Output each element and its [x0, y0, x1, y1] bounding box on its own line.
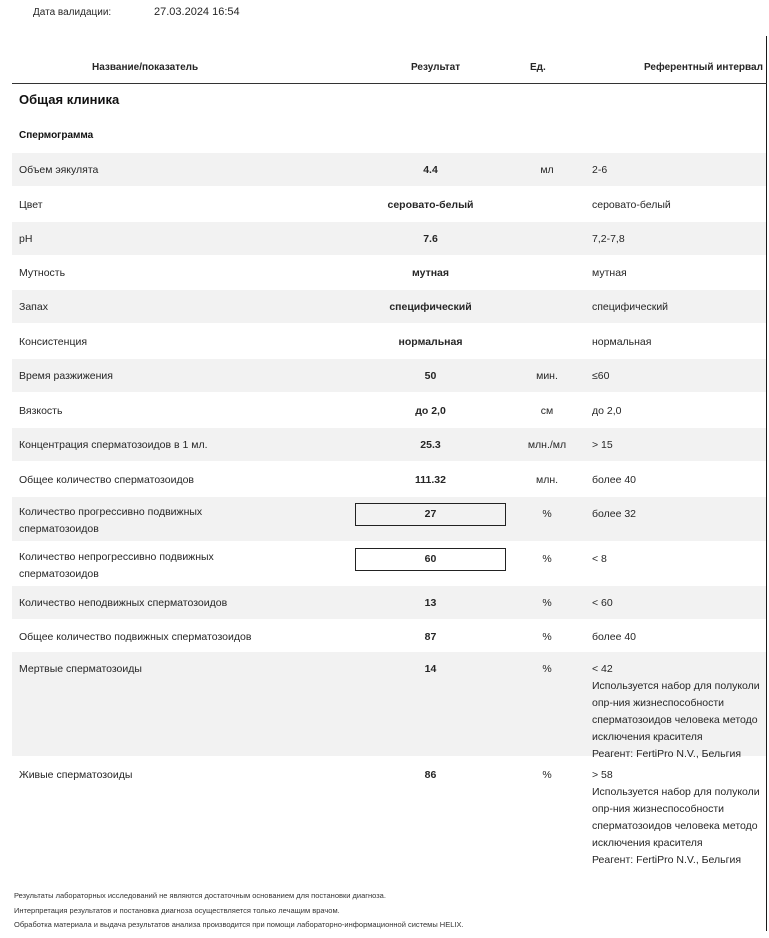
row-result: специфический [389, 301, 472, 313]
row-reference [592, 629, 766, 646]
table-row [12, 290, 766, 323]
row-result: до 2,0 [415, 405, 446, 417]
row-unit: % [542, 508, 552, 520]
row-name-line: Общее количество подвижных сперматозоидов [19, 631, 252, 643]
row-name [19, 549, 339, 583]
row-reference-line: исключения красителя [592, 837, 703, 849]
row-result: нормальная [398, 336, 463, 348]
row-name-line: Консистенция [19, 336, 88, 348]
row-name [19, 504, 339, 538]
row-unit: млн. [535, 474, 559, 486]
table-row [12, 463, 766, 496]
row-unit: % [542, 769, 552, 781]
row-reference-line: Реагент: FertiPro N.V., Бельгия [592, 748, 742, 760]
row-result: 14 [424, 663, 437, 675]
row-name-line: pH [19, 233, 33, 245]
row-unit: % [542, 631, 552, 643]
row-name-line: Цвет [19, 199, 43, 211]
validation-date: 27.03.2024 16:54 [154, 6, 240, 18]
row-result: 4.4 [423, 164, 438, 176]
row-reference-line: специфический [592, 301, 669, 313]
row-reference [592, 472, 766, 489]
row-reference-line: опр-ния жизнеспособности [592, 803, 725, 815]
row-name [19, 472, 339, 489]
table-row [12, 497, 766, 541]
row-name-line: сперматозоидов [19, 523, 99, 535]
row-name-line: Время разжижения [19, 370, 113, 382]
row-result: 111.32 [415, 474, 446, 486]
row-name-line: Количество непрогрессивно подвижных [19, 551, 214, 563]
row-reference-line: исключения красителя [592, 731, 703, 743]
row-reference [592, 368, 766, 385]
row-reference-line: Используется набор для полуколи [592, 786, 760, 798]
row-reference-line: сперматозоидов человека методо [592, 714, 758, 726]
table-row [12, 394, 766, 427]
row-reference [592, 403, 766, 420]
row-unit: % [542, 663, 552, 675]
row-reference-line: > 15 [592, 439, 613, 451]
row-name [19, 162, 339, 179]
header-unit: Ед. [530, 62, 546, 73]
row-reference [592, 231, 766, 248]
table-row [12, 188, 766, 221]
row-reference-line: мутная [592, 267, 627, 279]
row-reference [592, 299, 766, 316]
row-reference-line: более 40 [592, 631, 637, 643]
row-reference-line: < 60 [592, 597, 613, 609]
row-name [19, 197, 339, 214]
row-unit: % [542, 597, 552, 609]
table-row [12, 153, 766, 186]
table-row [12, 758, 766, 868]
row-reference-line: ≤60 [592, 370, 610, 382]
table-row [12, 652, 766, 760]
row-result: 86 [424, 769, 437, 781]
row-name-line: Мертвые сперматозоиды [19, 663, 142, 675]
row-name-line: Запах [19, 301, 48, 313]
footer-note: Результаты лабораторных исследований не являются достаточным основанием для постановки диагноза. [14, 891, 386, 900]
row-reference-line: более 32 [592, 508, 637, 520]
table-row [12, 256, 766, 289]
row-reference [592, 265, 766, 282]
row-name [19, 299, 339, 316]
row-name [19, 661, 339, 678]
validation-label: Дата валидации: [33, 7, 112, 18]
row-reference-line: < 8 [592, 553, 607, 565]
row-name-line: Живые сперматозоиды [19, 769, 133, 781]
row-reference-line: Используется набор для полуколи [592, 680, 760, 692]
row-reference-line: опр-ния жизнеспособности [592, 697, 725, 709]
header-divider [12, 83, 767, 84]
table-row [12, 620, 766, 650]
row-reference [592, 551, 766, 568]
row-name [19, 403, 339, 420]
row-reference-line: Реагент: FertiPro N.V., Бельгия [592, 854, 742, 866]
row-result: 13 [424, 597, 437, 609]
row-name-line: Вязкость [19, 405, 63, 417]
row-name-line: Количество неподвижных сперматозоидов [19, 597, 228, 609]
row-result-flagged: 27 [355, 503, 506, 526]
section-title: Общая клиника [19, 92, 120, 107]
row-unit: см [540, 405, 554, 417]
validation-info [33, 6, 240, 20]
table-row [12, 542, 766, 584]
row-result: 25.3 [420, 439, 441, 451]
row-reference [592, 595, 766, 612]
row-name [19, 437, 339, 454]
table-row [12, 222, 766, 255]
footer-note: Интерпретация результатов и постановка диагноза осуществляется только лечащим врачом. [14, 905, 340, 915]
row-result: 50 [424, 370, 437, 382]
row-unit: мл [540, 164, 554, 176]
table-row [12, 586, 766, 619]
header-result: Результат [411, 62, 461, 73]
row-name-line: Количество прогрессивно подвижных [19, 506, 203, 518]
row-reference [592, 506, 766, 523]
footer-notes [14, 891, 464, 935]
row-reference-line: > 58 [592, 769, 613, 781]
row-reference-line: сперматозоидов человека методо [592, 820, 758, 832]
table-header [0, 62, 769, 76]
row-reference [592, 334, 766, 351]
row-name-line: сперматозоидов [19, 568, 99, 580]
row-reference [592, 661, 766, 763]
row-result: серовато-белый [387, 199, 474, 211]
row-unit: % [542, 553, 552, 565]
row-unit: мин. [536, 370, 558, 382]
row-reference-line: нормальная [592, 336, 652, 348]
row-name-line: Мутность [19, 267, 66, 279]
row-result: мутная [411, 267, 450, 279]
row-reference-line: 2-6 [592, 164, 608, 176]
row-result: 87 [424, 631, 437, 643]
table-row [12, 428, 766, 461]
header-name: Название/показатель [92, 62, 199, 73]
row-reference [592, 437, 766, 454]
row-name [19, 265, 339, 282]
footer-note: Обработка материала и выдача результатов анализа производится при помощи лабораторно-информационной системы HELIX. [14, 920, 464, 929]
page-border [766, 36, 767, 931]
subsection-title: Спермограмма [19, 130, 94, 141]
row-name [19, 334, 339, 351]
row-reference-line: < 42 [592, 663, 613, 675]
table-row [12, 325, 766, 358]
row-result: 7.6 [423, 233, 438, 245]
row-reference [592, 767, 766, 869]
row-reference-line: более 40 [592, 474, 637, 486]
row-name [19, 767, 339, 784]
row-reference-line: до 2,0 [592, 405, 622, 417]
row-unit: млн./мл [527, 439, 567, 451]
row-name-line: Общее количество сперматозоидов [19, 474, 194, 486]
row-name [19, 629, 339, 646]
row-reference-line: серовато-белый [592, 199, 671, 211]
row-name-line: Концентрация сперматозоидов в 1 мл. [19, 439, 208, 451]
row-reference [592, 197, 766, 214]
row-name [19, 368, 339, 385]
row-name [19, 595, 339, 612]
row-reference-line: 7,2-7,8 [592, 233, 625, 245]
row-reference [592, 162, 766, 179]
row-result-flagged: 60 [355, 548, 506, 571]
table-row [12, 359, 766, 392]
row-name-line: Объем эякулята [19, 164, 99, 176]
row-name [19, 231, 339, 248]
header-reference: Референтный интервал [644, 62, 763, 73]
